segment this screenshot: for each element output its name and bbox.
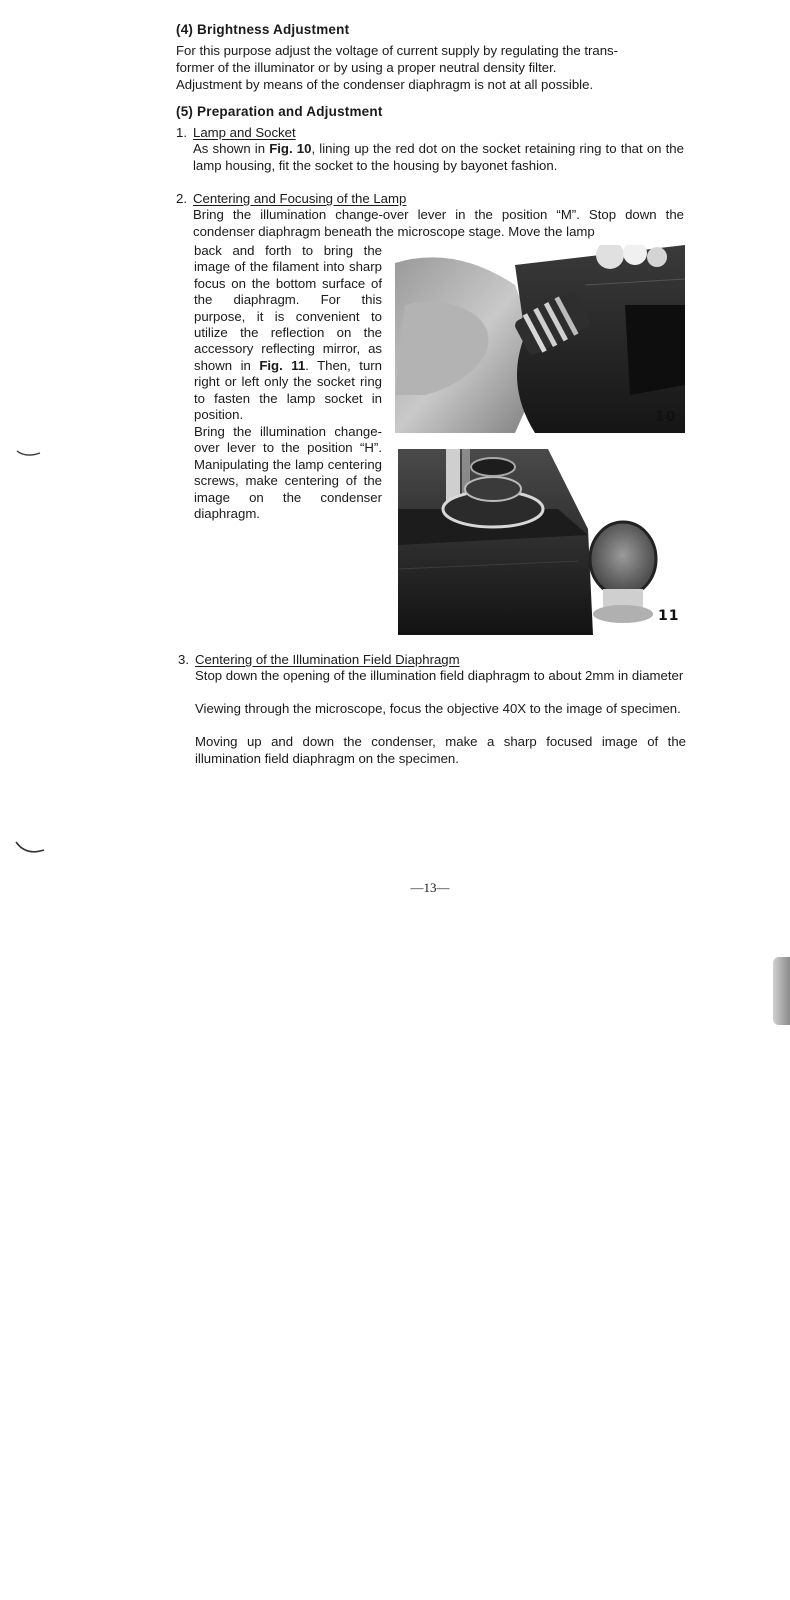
item-1-text-post: , lining up the red dot on the socket retaining ring to that on the lamp housing, fit the socket to the housing by bayonet fashion. (193, 141, 684, 173)
section-4-line-1: For this purpose adjust the voltage of current supply by regulating the trans- (176, 43, 619, 58)
reflecting-mirror-photo (398, 449, 684, 635)
item-3-paragraph-2: Viewing through the microscope, focus the objective 40X to the image of specimen. (195, 701, 681, 716)
item-2-column-text (194, 243, 382, 423)
fig-10-reference: Fig. 10 (269, 141, 312, 156)
item-1-text-pre: As shown in (193, 141, 270, 156)
item-1-heading (176, 125, 296, 141)
item-1-number: 1. (176, 125, 187, 140)
item-2-col-post: . Then, turn right or left only the socket ring to fasten the lamp socket in position. (194, 357, 382, 423)
section-4-heading: (4) Brightness Adjustment (176, 22, 350, 37)
section-5-heading: (5) Preparation and Adjustment (176, 104, 383, 119)
figure-10-photo (395, 245, 685, 433)
page-number: —13— (410, 880, 450, 895)
item-3-title: Centering of the Illumination Field Diaphragm (195, 652, 460, 667)
scan-mark-left-1 (16, 448, 42, 460)
item-1-title: Lamp and Socket (193, 125, 296, 140)
section-4-line-3: Adjustment by means of the condenser diaphragm is not at all possible. (176, 77, 594, 92)
item-2-col-pre: back and forth to bring the image of the filament into sharp focus on the bottom surface of the diaphragm. For this purpose, it is convenient to utilize the reflection on the accessory reflecting mirror, as shown in (194, 243, 382, 373)
item-3-paragraph-1: Stop down the opening of the illumination field diaphragm to about 2mm in diameter (195, 668, 684, 683)
item-2-title: Centering and Focusing of the Lamp (193, 191, 407, 206)
item-2-number: 2. (176, 191, 187, 206)
figure-11-photo (398, 449, 684, 635)
scan-mark-left-2 (14, 840, 46, 860)
item-1-body (193, 141, 684, 174)
item-2-heading (176, 191, 406, 207)
figure-10-label: 10 (655, 409, 677, 425)
page-edge-shadow (773, 957, 790, 1025)
section-4-line-2: former of the illuminator or by using a proper neutral density filter. (176, 60, 557, 75)
item-3-paragraph-3: Moving up and down the condenser, make a sharp focused image of the illumination field diaphragm on the specimen. (195, 734, 686, 766)
item-2-column-text-2: Bring the illumination change-over lever to the position “H”. Manipulating the lamp centering screws, make centering of the image on the condenser diaphragm. (194, 424, 382, 522)
item-3-number: 3. (178, 652, 189, 667)
fig-11-reference: Fig. 11 (259, 357, 306, 373)
lamp-housing-photo (395, 245, 685, 433)
item-3-heading (178, 652, 460, 668)
item-2-intro: Bring the illumination change-over lever in the position “M”. Stop down the condenser diaphragm beneath the microscope stage. Move the lamp (193, 207, 684, 239)
figure-11-label: 11 (658, 608, 680, 624)
